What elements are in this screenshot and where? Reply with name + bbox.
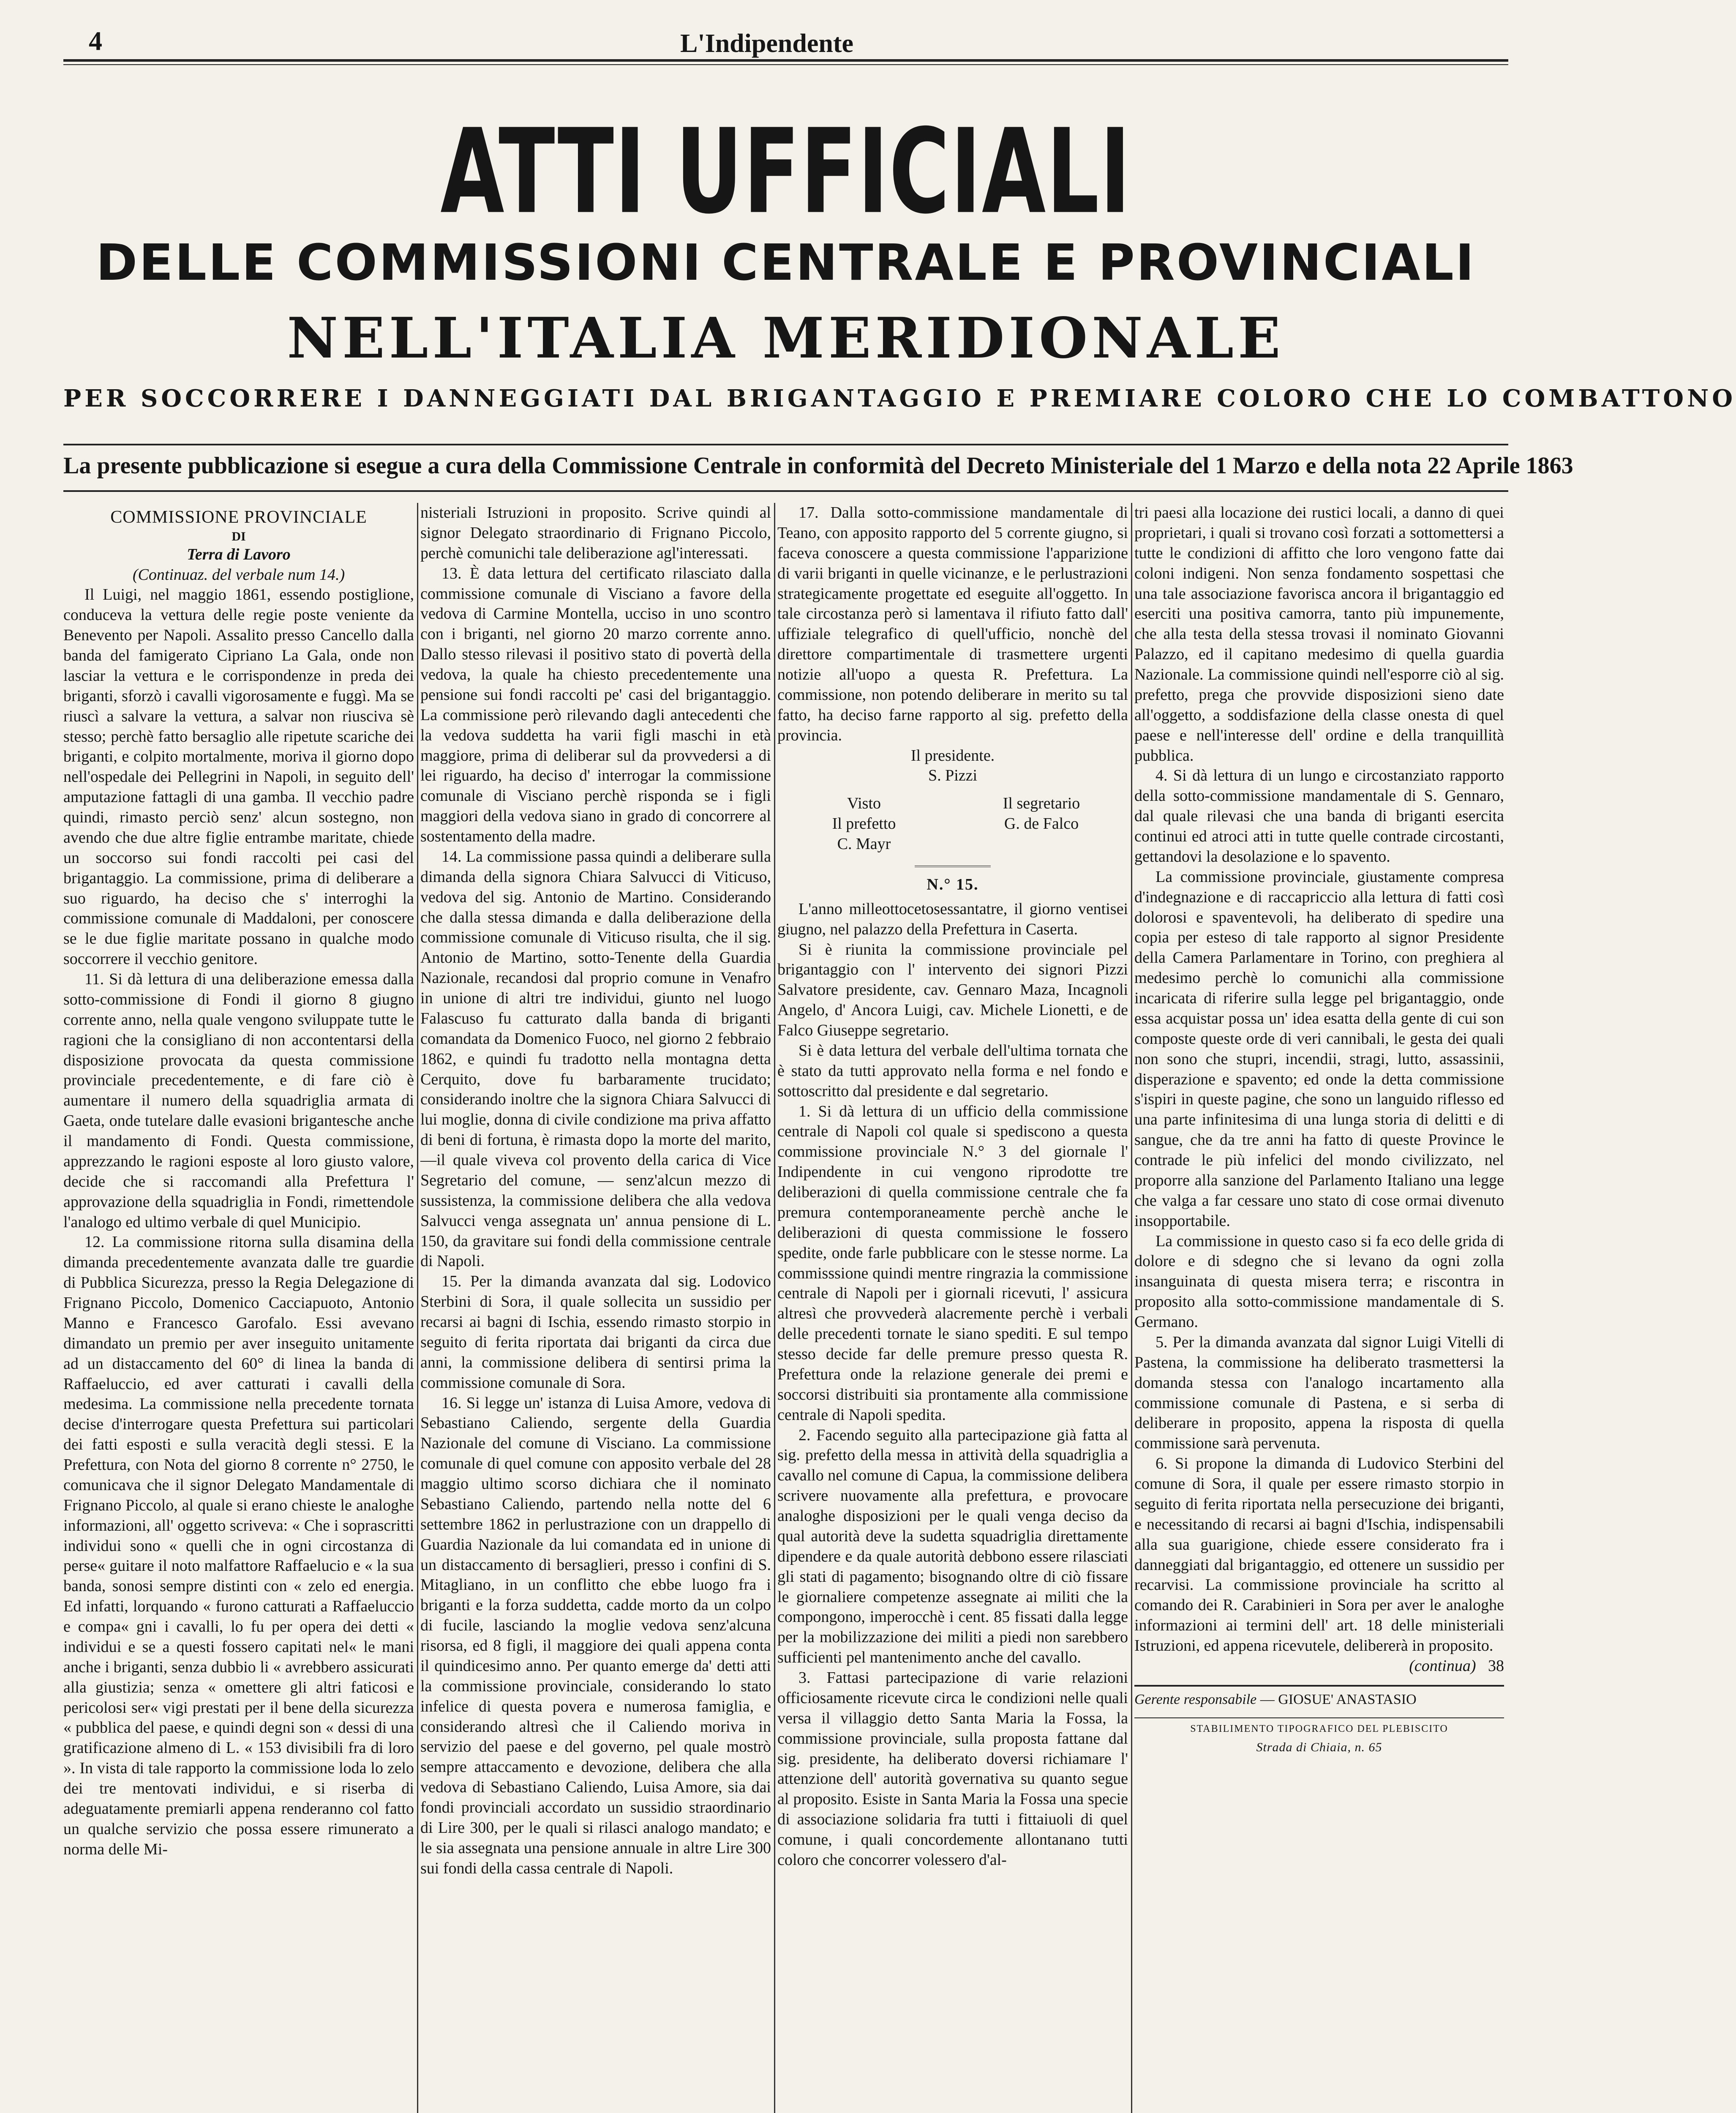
continua-note bbox=[1134, 1656, 1504, 1676]
paragraph: 17. Dalla sotto-commissione mandamentale di Teano, con apposito rapporto del 5 corrente giugno, si faceva conoscere a questa commissione l'apparizione di varii briganti in quelle vicinanze, e le perlustrazioni strategicamente progettate ed eseguite all'oggetto. In tale circostanza però si lamentava il rifiuto fatto dall' uffiziale telegrafico di quell'ufficio, nonchè del direttore compartimentale di trasmettere urgenti notizie all'uopo a questa R. Prefettura. La commissione, non potendo deliberare in merito su tal fatto, ha deciso farne rapporto al sig. prefetto della provincia. bbox=[777, 504, 1128, 744]
masthead-title: ATTI UFFICIALI bbox=[440, 104, 1131, 240]
masthead-line-commissioni: DELLE COMMISSIONI CENTRALE E PROVINCIALI bbox=[96, 233, 1476, 292]
page-number: 4 bbox=[89, 26, 102, 56]
newspaper-name: L'Indipendente bbox=[680, 29, 854, 58]
paragraph: tri paesi alla locazione dei rustici locali, a danno di quei proprietari, i quali si trovano così forzati a sottomettersi a tutte le condizioni di affitto che loro vengono fatte dai coloni indigeni. Non senza fondamento sospettasi che una tale associazione favorisca ancora il brigantaggio ed eserciti una positiva camorra, tanto più impunemente, che alla testa della stessa trovasi il nominato Giovanni Palazzo, ed il capitano medesimo di quella guardia Nazionale. La commissione quindi nell'esporre ciò al sig. prefetto, prega che provvide disposizioni sieno date all'oggetto, a soddisfazione della classe onesta di quel paese e nell'interesse dell' ordine e della tranquillità pubblica. bbox=[1134, 504, 1504, 764]
masthead bbox=[63, 85, 1736, 456]
paragraph: nisteriali Istruzioni in proposito. Scrive quindi al signor Delegato straordinario di Frignano Piccolo, perchè comunichi tale deliberazione agl'interessati. bbox=[420, 504, 771, 562]
paragraph: Il Luigi, nel maggio 1861, essendo postiglione, conduceva la vettura delle regie poste veniente da Benevento per Napoli. Assalito presso Cancello dalla banda del famigerato Cipriano La Gala, onde non lasciar la vettura e le corrispondenze in preda dei briganti, sforzò i cavalli vigorosamente e fuggì. Ma se riuscì a salvare la vettura, a salvar non riusciva sè stesso; perchè fatto bersaglio alle ripetute scariche dei briganti, e colpito mortalmente, moriva il giorno dopo nell'ospedale dei Pellegrini in Napoli, in seguito dell' amputazione fattagli di una gamba. Il vecchio padre quindi, rimasto perciò senz' alcun sostegno, non avendo che due altre figlie entrambe maritate, chiede un soccorso sui fondi raccolti pei casi del brigantaggio. La commissione, prima di deliberare a suo riguardo, ha deciso che s' interroghi la commissione comunale di Maddaloni, per conoscere se le due figlie maritate possano in qualche modo soccorrere il vecchio genitore. bbox=[63, 586, 414, 968]
prefetto-name: C. Mayr bbox=[837, 835, 891, 853]
continua-number: 38 bbox=[1488, 1657, 1504, 1675]
paragraph: 15. Per la dimanda avanzata dal sig. Lodovico Sterbini di Sora, il quale sollecita un sussidio per recarsi ai bagni di Ischia, essendo rimasto storpio in seguito di ferita riportata dai briganti da circa due anni, la commissione delibera di sentirsi prima la commissione comunale di Sora. bbox=[420, 1272, 771, 1392]
column-1 bbox=[63, 503, 414, 2113]
article-columns bbox=[63, 503, 1508, 2113]
column-separator bbox=[417, 503, 418, 2113]
signatures bbox=[777, 794, 1128, 854]
verbale-number: N.° 15. bbox=[927, 875, 979, 893]
masthead-line-italia: NELL'ITALIA MERIDIONALE bbox=[287, 306, 1285, 371]
divider bbox=[915, 865, 991, 867]
header-rule-thin bbox=[63, 64, 1508, 65]
presidente-label: Il presidente. bbox=[910, 746, 995, 764]
paragraph: 5. Per la dimanda avanzata dal signor Luigi Vitelli di Pastena, la commissione ha deliberato trasmettersi la domanda stessa con l'analogo incartamento alla commissione comunale di Pastena, e si serba di deliberare in proposito, appena la risposta di quella commissione sarà pervenuta. bbox=[1134, 1333, 1504, 1452]
paragraph: 14. La commissione passa quindi a deliberare sulla dimanda della signora Chiara Salvucci di Viticuso, vedova del sig. Antonio de Martino. Considerando che dalla stessa dimanda e dalla deliberazione della commissione comunale di Viticuso risulta, che il sig. Antonio de Martino, sotto-Tenente della Guardia Nazionale, recandosi dal proprio comune in Venafro in unione di altri tre individui, giunto nel luogo Falascuso fu catturato dalla banda di briganti comandata da Domenico Fuoco, nel giorno 2 febbraio 1862, e quindi fu tradotto nella montagna detta Cerquito, dove fu barbaramente trucidato; considerando inoltre che la signora Chiara Salvucci di lui moglie, donna di civile condizione ma priva affatto di beni di fortuna, è rimasta dopo la morte del marito, —il quale viveva col provento della carica di Vice Segretario del comune, — senz'alcun mezzo di sussistenza, la commissione delibera che alla vedova Salvucci venga assegnata un' annua pensione di L. 150, da gravitare sui fondi della commissione centrale di Napoli. bbox=[420, 847, 771, 1270]
paragraph: 2. Facendo seguito alla partecipazione già fatta al sig. prefetto della messa in attività della squadriglia a cavallo nel comune di Capua, la commissione delibera scrivere nuovamente alla prefettura, e provocare analoghe disposizioni per le quali venga deciso da qual autorità deve la sudetta squadriglia direttamente dipendere e da quale autorità debbono essere rilasciati gli stati di pagamento; bisognando oltre di ciò fissare le giornaliere competenze assegnate ai militi che la compongono, imperocchè i cent. 85 fissati dalla legge per la mobilizzazione dei militi a piedi non sarebbero sufficienti pel mantenimento anche del cavallo. bbox=[777, 1426, 1128, 1667]
section-subheading: Terra di Lavoro bbox=[187, 545, 291, 563]
continua-label: (continua) bbox=[1409, 1657, 1476, 1675]
gerente-name: — GIOSUE' ANASTASIO bbox=[1260, 1691, 1417, 1707]
paragraph: L'anno milleottocetosessantatre, il giorno ventisei giugno, nel palazzo della Prefettura in Caserta. bbox=[777, 900, 1128, 938]
gerente-line bbox=[1134, 1691, 1504, 1709]
printer-address-text: Strada di Chiaia, n. 65 bbox=[1256, 1740, 1382, 1754]
paragraph: 3. Fattasi partecipazione di varie relazioni officiosamente ricevute circa le condizioni nelle quali versa il villaggio detto Santa Maria la Fossa, la commissione provinciale, sulla proposta fattane dal sig. presidente, ha deliberato doversi richiamare l' attenzione dell' autorità governativa su quanto segue al proposito. Esiste in Santa Maria la Fossa una specie di associazione solidaria fra tutti i fittaiuoli di quel comune, i quali concordemente allontanano tutti coloro che concorrer volessero d'al- bbox=[777, 1669, 1128, 1869]
footer-rule bbox=[1134, 1685, 1504, 1687]
paragraph: 11. Si dà lettura di una deliberazione emessa dalla sotto-commissione di Fondi il giorno 8 giugno corrente anno, nella quale vengono sviluppate tutte le ragioni che la consigliano di non accontentarsi della disposizione provocata da questa commissione provinciale precedentemente, e di fare ciò è aumentare il numero della squadriglia armata di Gaeta, onde tutelare dalle evasioni brigantesche anche il mandamento di Fondi. Questa commissione, apprezzando le ragioni esposte al loro giusto valore, decide che si raccomandi alla Prefettura l' approvazione della squadriglia in Fondi, rimettendole l'analogo ed ultimo verbale di quel Municipio. bbox=[63, 970, 414, 1231]
paragraph: 13. È data lettura del certificato rilasciato dalla commissione comunale di Visciano a favore della vedova di Carmine Montella, ucciso in uno scontro con i briganti, nel giorno 20 marzo corrente anno. Dallo stesso rilevasi il positivo stato di povertà della vedova, la quale ha chiesto precedentemente una pensione sui fondi raccolti pe' casi del brigantaggio. La commissione però rilevando dagli antecedenti che la vedova suddetta ha varii figli maschi in età maggiore, prima di deliberar sul da provvedersi a di lei riguardo, ha deciso d' interrogar la commissione comunale di Visciano perchè risponda se i figli maggiori della vedova siano in grado di concorrere al sostentamento della madre. bbox=[420, 564, 771, 845]
paragraph: 4. Si dà lettura di un lungo e circostanziato rapporto della sotto-commissione mandamentale di S. Gennaro, dal quale rilevasi che una banda di briganti esercita continui ed atroci atti in tutte quelle contrade circostanti, gettandovi la desolazione e lo spavento. bbox=[1134, 767, 1504, 865]
masthead-rule bbox=[63, 444, 1508, 445]
column-4 bbox=[1134, 503, 1504, 2113]
column-separator bbox=[774, 503, 775, 2113]
paragraph: Si è riunita la commissione provinciale pel brigantaggio con l' intervento dei signori Pizzi Salvatore presidente, cav. Gennaro Maza, Incagnoli Angelo, d' Ancora Luigi, cav. Michele Lionetti, e de Falco Giuseppe segretario. bbox=[777, 940, 1128, 1039]
footer-rule-thin bbox=[1134, 1717, 1504, 1718]
running-head bbox=[63, 17, 1470, 63]
header-rule bbox=[63, 59, 1508, 62]
prefetto-label: Il prefetto bbox=[832, 815, 896, 833]
column-2 bbox=[420, 503, 771, 2113]
column-3 bbox=[777, 503, 1128, 2113]
paragraph: Si è data lettura del verbale dell'ultima tornata che è stato da tutti approvato nella forma e nel fondo e sottoscritto dal presidente e dal segretario. bbox=[777, 1041, 1128, 1100]
masthead-line-purpose: PER SOCCORRERE I DANNEGGIATI DAL BRIGANTAGGIO E PREMIARE COLORO CHE LO COMBATTONO bbox=[63, 385, 1736, 412]
publication-note: La presente pubblicazione si esegue a cura della Commissione Centrale in conformità del Decreto Ministeriale del 1 Marzo e della nota 22 Aprile 1863 bbox=[63, 453, 1573, 479]
segretario-name: G. de Falco bbox=[1004, 815, 1079, 833]
columns-rule bbox=[63, 490, 1508, 492]
paragraph: La commissione in questo caso si fa eco delle grida di dolore e di sdegno che si levano da ogni zolla insanguinata di questa misera terra; e riscontra in proposito alla sotto-commissione mandamentale di S. Germano. bbox=[1134, 1232, 1504, 1331]
continuation-note: (Continuaz. del verbale num 14.) bbox=[132, 565, 345, 584]
printer-name: STABILIMENTO TIPOGRAFICO DEL PLEBISCITO bbox=[1190, 1723, 1448, 1734]
paragraph: 1. Si dà lettura di un ufficio della commissione centrale di Napoli col quale si spediscono a questa commissione provinciale N.° 3 del giornale l' Indipendente in cui vengono riprodotte tre deliberazioni di quella commissione centrale che fa premura contemporaneamente perchè anche le deliberazioni di questa commissione le fossero spedite, onde farle pubblicare con le stesse norme. La commisssione quindi mentre ringrazia la commissione centrale di Napoli per i giornali ricevuti, l' assicura altresì che provvederà alacremente perchè i verbali delle precedenti tornate le siano spediti. E sul tempo stesso decide far delle premure presso questa R. Prefettura onde la relazione generale dei premi e soccorsi distribuiti sia prontamente alla commissione centrale di Napoli spedita. bbox=[777, 1102, 1128, 1424]
paragraph: 12. La commissione ritorna sulla disamina della dimanda precedentemente avanzata dalle tre guardie di Pubblica Sicurezza, presso la Regia Delegazione di Frignano Piccolo, Domenico Cacciapuoto, Antonio Manno e Francesco Garofalo. Essi avevano dimandato un premio per aver inseguito unitamente ad un distaccamento del 60° di linea la banda di Raffaeluccio, ed aver catturati i cavalli della medesima. La commissione nella precedente tornata decise d'interrogare questa Prefettura sui particolari dei fatti esposti e sulla veracità degli stessi. E la Prefettura, con Nota del giorno 8 corrente n° 2750, le comunicava che il signor Delegato Mandamentale di Frignano Piccolo, al quale si erano chieste le analoghe informazioni, all' oggetto scriveva: « Che i soprascritti individui sono « quelli che in ogni circostanza di perse« guitare il noto malfattore Raffaelucio e « la sua banda, sonosi sempre distinti con « zelo ed energia. Ed infatti, lorquando « furono catturati a Raffaeluccio e compa« gni i cavalli, lo fu per opera dei detti « individui e se a questi fossero capitati nel« le mani anche i briganti, senza dubbio li « avrebbero assicurati alla giustizia; senza « omettere gli altri faticosi e pericolosi ser« vigi prestati per il bene della sicurezza « pubblica del paese, e quindi degni son « dessi di una gratificazione almeno di L. « 153 divisibili fra di loro ». In vista di tale rapporto la commissione loda lo zelo dei tre mentovati individui, e si riserba di adeguatamente premiarli appena renderanno col fatto un qualche servizio che possa essere rimunerato a norma delle Mi- bbox=[63, 1233, 414, 1858]
section-heading-di: DI bbox=[232, 529, 246, 543]
paragraph: 16. Si legge un' istanza di Luisa Amore, vedova di Sebastiano Caliendo, sergente della Guardia Nazionale del comune di Visciano. La commissione comunale di quel comune con apposito verbale del 28 maggio ultimo scorso dichiara che il nominato Sebastiano Caliendo, partendo nella notte del 6 settembre 1862 in perlustrazione con un drappello di Guardia Nazionale da lui comandata ed in unione di un distaccamento di bersaglieri, presso i confini di S. Mitagliano, in un conflitto che ebbe luogo fra i briganti e la forza suddetta, cadde morto da un colpo di fucile, lasciando la moglie vedova senz'alcuna risorsa, ed 8 figli, il maggiore dei quali appena conta il quindicesimo anno. Per quanto emerge da' detti atti la commissione provinciale, considerando lo stato infelice di questa povera e numerosa famiglia, e considerando altresì che il Caliendo moriva in servizio del paese e del governo, pel quale mostrò sempre attaccamento e devozione, delibera che alla vedova di Sebastiano Caliendo, Luisa Amore, sia dai fondi provinciali accordato un sussidio straordinario di Lire 300, per le quali si rilasci analogo mandato; e le sia assegnata una pensione annuale in altre Lire 300 sui fondi della cassa centrale di Napoli. bbox=[420, 1394, 771, 1877]
section-heading: COMMISSIONE PROVINCIALE bbox=[110, 508, 367, 527]
paragraph: La commissione provinciale, giustamente compresa d'indegnazione e di raccapriccio alla lettura di fatti così dolorosi e spaventevoli, ha deliberato di spedire una copia per esteso di tale rapporto al signor Presidente della Camera Parlamentare in Torino, con preghiera al medesimo perchè lo comunichi alla commissione incaricata di riferire sulla legge pel brigantaggio, onde essa acquistar possa un' idea esatta della gente di cui son composte queste orde di veri cannibali, le gesta dei quali non sono che stupri, incendii, stragi, lutto, assassinii, disperazione e spavento; ed onde la detta commissione s'ispiri in queste pagine, che sono un languido riflesso ed una parte infinitesima di una lunga storia di delitti e di sangue, che da tre anni ha fatto di queste Province le contrade le più infelici del mondo civilizzato, nel proporre alla sanzione del Parlamento Italiano una legge che valga a far cessare uno stato di cose ormai divenuto insopportabile. bbox=[1134, 868, 1504, 1230]
paragraph: 6. Si propone la dimanda di Ludovico Sterbini del comune di Sora, il quale per essere rimasto storpio in seguito di ferita riportata nella persecuzione dei briganti, e necessitando di recarsi ai bagni d'Ischia, indispensabili alla sua guarigione, chiede essere considerato fra i danneggiati dal brigantaggio, ed ottenere un sussidio per recarvisi. La commissione provinciale ha scritto al comando dei R. Carabinieri in Sora per aver le analoghe informazioni ai termini dell' art. 18 delle ministeriali Istruzioni, ed appena ricevutele, delibererà in proposito. bbox=[1134, 1455, 1504, 1654]
column-separator bbox=[1131, 503, 1132, 2113]
visto-label: Visto bbox=[847, 794, 881, 813]
printer-address bbox=[1134, 1739, 1504, 1755]
gerente-label: Gerente responsabile bbox=[1134, 1691, 1257, 1707]
presidente-name: S. Pizzi bbox=[928, 767, 978, 785]
segretario-label: Il segretario bbox=[1003, 794, 1080, 813]
